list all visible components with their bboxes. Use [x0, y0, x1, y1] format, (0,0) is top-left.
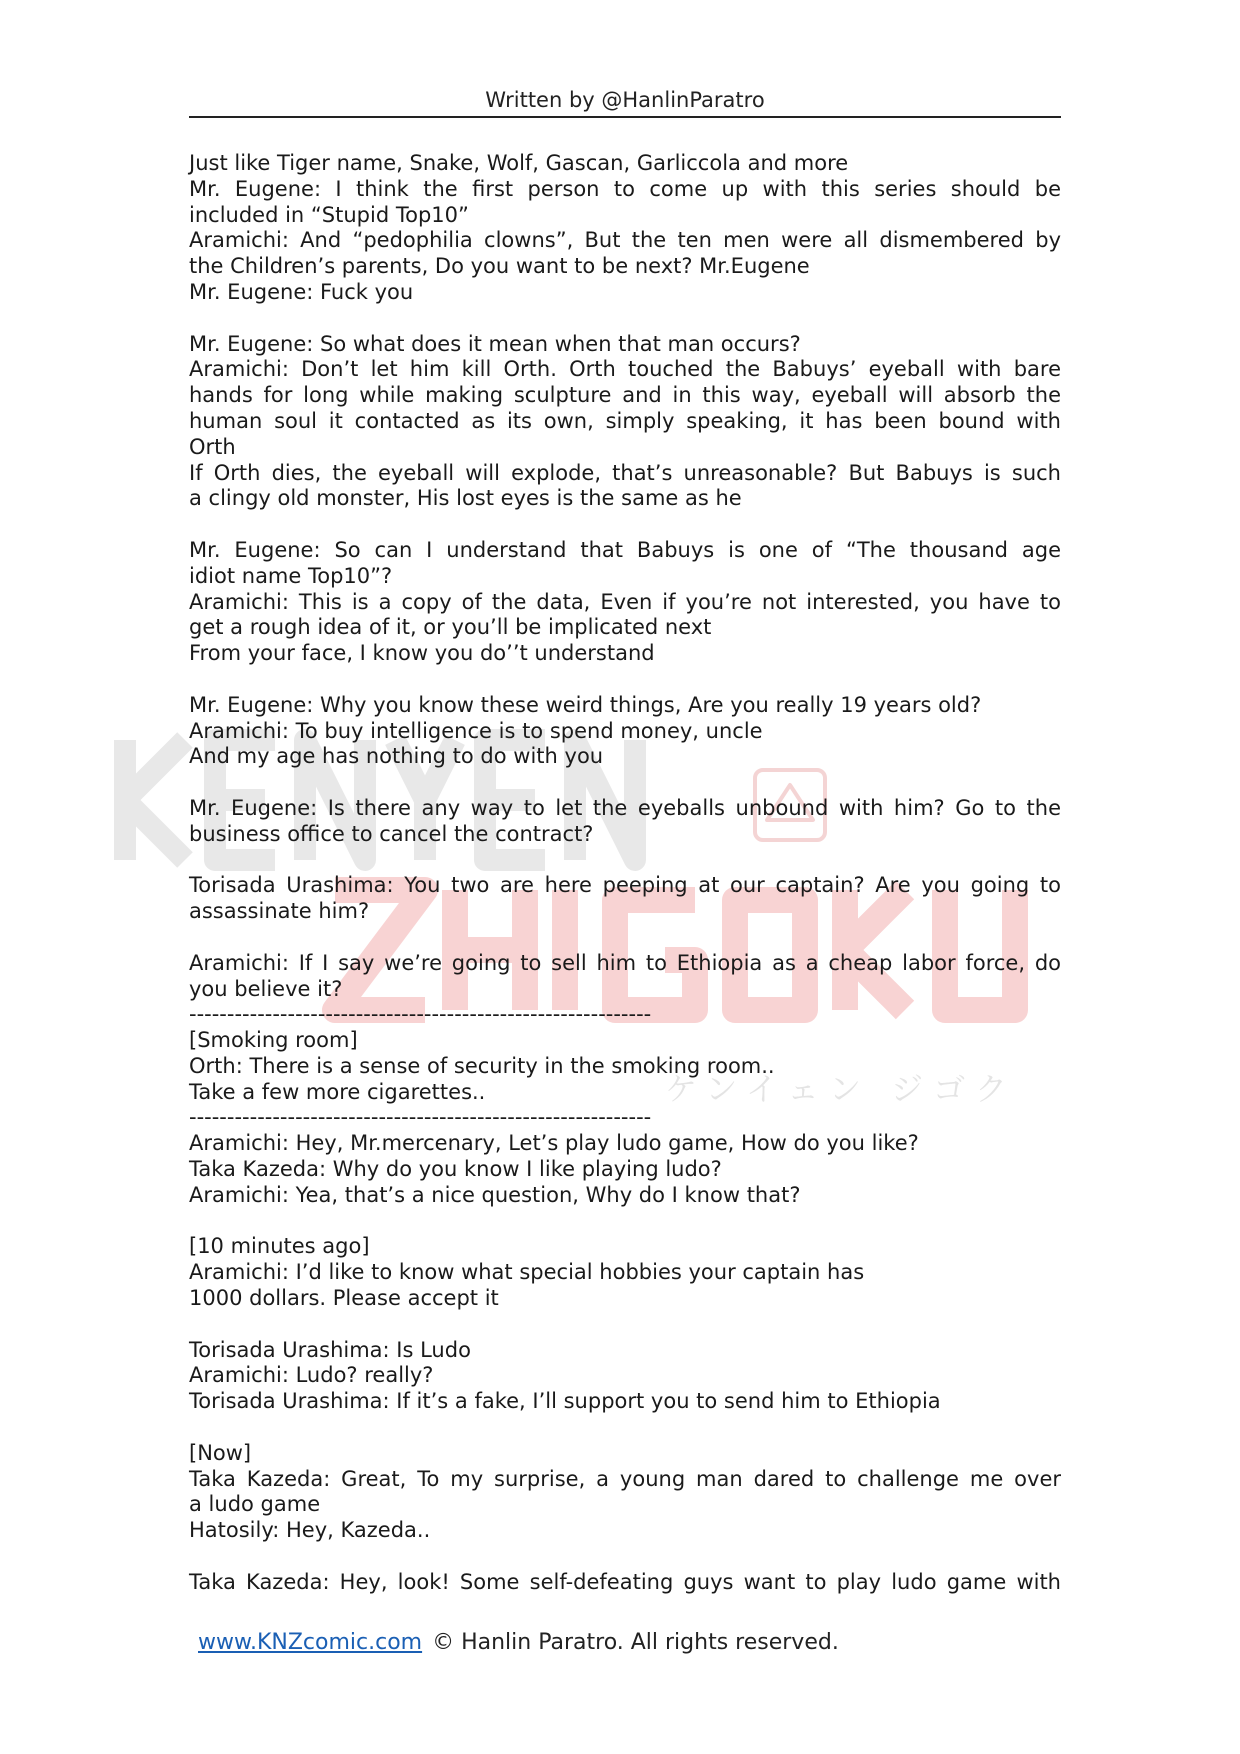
- text-line: Mr. Eugene: So can I understand that Babuys is one of “The thousand age: [189, 537, 1061, 562]
- header-divider: [189, 116, 1061, 118]
- text-line: Mr. Eugene: So what does it mean when that man occurs?: [189, 331, 801, 356]
- text-line: hands for long while making sculpture and in this way, eyeball will absorb the: [189, 383, 1061, 408]
- document-body: [189, 151, 1061, 1596]
- text-line: Take a few more cigarettes..: [189, 1079, 486, 1104]
- text-line: Aramichi: Yea, that’s a nice question, Why do I know that?: [189, 1182, 801, 1207]
- text-line: 1000 dollars. Please accept it: [189, 1286, 499, 1311]
- page-header: Written by @HanlinParatro: [485, 88, 765, 112]
- text-line: If Orth dies, the eyeball will explode, that’s unreasonable? But Babuys is such: [189, 460, 1061, 485]
- website-link[interactable]: www.KNZcomic.com: [198, 1630, 423, 1655]
- text-line: Aramichi: Don’t let him kill Orth. Orth touched the Babuys’ eyeball with bare: [189, 357, 1061, 382]
- text-line: you believe it?: [189, 976, 343, 1001]
- paragraph-gap: [189, 512, 1061, 538]
- text-line: Mr. Eugene: Fuck you: [189, 279, 414, 304]
- text-line: Aramichi: I’d like to know what special hobbies your captain has: [189, 1260, 865, 1285]
- paragraph-gap: [189, 1312, 1061, 1338]
- text-line: get a rough idea of it, or you’ll be implicated next: [189, 615, 712, 640]
- text-line: Just like Tiger name, Snake, Wolf, Gascan, Garliccola and more: [189, 151, 849, 175]
- text-line: idiot name Top10”?: [189, 563, 393, 588]
- text-line: From your face, I know you do’’t understand: [189, 641, 655, 666]
- text-line: [Smoking room]: [189, 1028, 358, 1053]
- page-footer: [198, 1629, 839, 1657]
- paragraph-gap: [189, 848, 1061, 874]
- text-line: Orth: [189, 434, 236, 459]
- text-line: Aramichi: Ludo? really?: [189, 1363, 434, 1388]
- paragraph-gap: [189, 925, 1061, 951]
- paragraph-gap: [189, 667, 1061, 693]
- text-line: business office to cancel the contract?: [189, 821, 594, 846]
- paragraph-gap: [189, 306, 1061, 332]
- watermark-katakana: ケンイェン ジゴク: [665, 1070, 1018, 1108]
- paragraph-gap: [189, 1415, 1061, 1441]
- text-line: Mr. Eugene: Is there any way to let the eyeballs unbound with him? Go to the: [189, 795, 1061, 820]
- text-line: Taka Kazeda: Great, To my surprise, a young man dared to challenge me over: [189, 1466, 1061, 1491]
- text-line: And my age has nothing to do with you: [189, 744, 604, 769]
- text-line: human soul it contacted as its own, simply speaking, it has been bound with: [189, 408, 1061, 433]
- text-line: a clingy old monster, His lost eyes is the same as he: [189, 486, 742, 511]
- text-line: -------------------------------------------------------------: [189, 1002, 652, 1027]
- text-line: -------------------------------------------------------------: [189, 1105, 652, 1130]
- text-line: Orth: There is a sense of security in the smoking room..: [189, 1053, 775, 1078]
- text-line: Aramichi: This is a copy of the data, Even if you’re not interested, you have to: [189, 589, 1061, 614]
- text-line: Aramichi: If I say we’re going to sell him to Ethiopia as a cheap labor force, do: [189, 950, 1061, 975]
- text-line: assassinate him?: [189, 899, 370, 924]
- text-line: [Now]: [189, 1440, 252, 1465]
- text-line: the Children’s parents, Do you want to be next? Mr.Eugene: [189, 254, 810, 279]
- text-line: Mr. Eugene: Why you know these weird things, Are you really 19 years old?: [189, 692, 982, 717]
- text-line: [10 minutes ago]: [189, 1234, 370, 1259]
- text-line: Aramichi: And “pedophilia clowns”, But the ten men were all dismembered by: [189, 228, 1061, 253]
- text-line: Hatosily: Hey, Kazeda..: [189, 1518, 431, 1543]
- text-line: Torisada Urashima: Is Ludo: [189, 1337, 471, 1362]
- text-line: Taka Kazeda: Why do you know I like playing ludo?: [189, 1157, 722, 1182]
- paragraph-gap: [189, 770, 1061, 796]
- text-line: Aramichi: To buy intelligence is to spend money, uncle: [189, 718, 763, 743]
- text-line: included in “Stupid Top10”: [189, 202, 469, 227]
- text-line: a ludo game: [189, 1492, 321, 1517]
- paragraph-gap: [189, 1544, 1061, 1570]
- text-line: Mr. Eugene: I think the first person to come up with this series should be: [189, 176, 1061, 201]
- text-line: Torisada Urashima: If it’s a fake, I’ll support you to send him to Ethiopia: [189, 1389, 941, 1414]
- text-line: Aramichi: Hey, Mr.mercenary, Let’s play ludo game, How do you like?: [189, 1131, 919, 1156]
- copyright-notice: © Hanlin Paratro. All rights reserved.: [432, 1630, 839, 1655]
- paragraph-gap: [189, 1209, 1061, 1235]
- text-line: Taka Kazeda: Hey, look! Some self-defeating guys want to play ludo game with: [189, 1569, 1061, 1594]
- text-line: Torisada Urashima: You two are here peeping at our captain? Are you going to: [189, 873, 1061, 898]
